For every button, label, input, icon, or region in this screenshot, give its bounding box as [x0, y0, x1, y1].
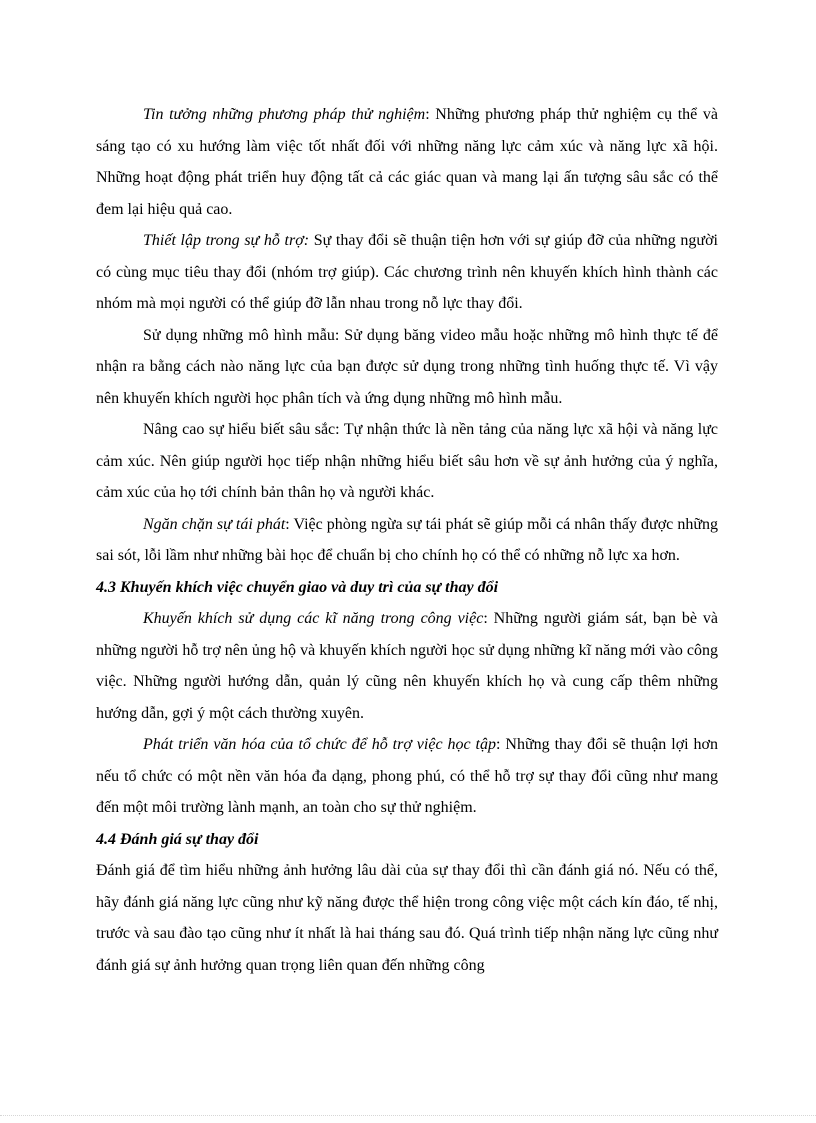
paragraph-text: Sử dụng những mô hình mẫu: Sử dụng băng video mẫu hoặc những mô hình thực tế để nhận ra bằng cách nào năng lực của bạn được sử dụng trong những tình huống thực tế. Vì vậy nên khuyến khích người học phân tích và ứng dụng những mô hình mẫu. [96, 326, 718, 407]
paragraph-text: Đánh giá để tìm hiểu những ảnh hưởng lâu dài của sự thay đổi thì cần đánh giá nó. Nếu có thể, hãy đánh giá năng lực cũng như kỹ năng được thể hiện trong công việc một cách kín đáo, tế nhị, trước và sau đào tạo cũng như ít nhất là hai tháng sau đó. Quá trình tiếp nhận năng lực cũng như đánh giá sự ảnh hưởng quan trọng liên quan đến những công [96, 862, 718, 974]
paragraph-text: : Những người giám sát, bạn bè và những người hỗ trợ nên ủng hộ và khuyến khích người học sử dụng những kĩ năng mới vào công việc. Những người hướng dẫn, quản lý cũng nên khuyến khích họ và cung cấp thêm những hướng dẫn, gợi ý một cách thường xuyên. [96, 610, 718, 722]
paragraph-text: : Những phương pháp thử nghiệm cụ thể và sáng tạo có xu hướng làm việc tốt nhất đối với những năng lực cảm xúc và năng lực xã hội. Những hoạt động phát triển huy động tất cả các giác quan và mang lại ấn tượng sâu sắc có thể đem lại hiệu quả cao. [96, 106, 719, 218]
paragraph-support-setting [96, 225, 718, 320]
paragraph-lead: Phát triển văn hóa của tổ chức để hỗ trợ việc học tập [143, 736, 497, 753]
section-heading-4-4: 4.4 Đánh giá sự thay đổi [96, 830, 259, 848]
section-heading-4-3: 4.3 Khuyến khích việc chuyển giao và duy trì của sự thay đổi [96, 578, 499, 596]
document-body [96, 99, 718, 981]
paragraph-evaluation [96, 855, 718, 981]
paragraph-lead: Tin tưởng những phương pháp thử nghiệm [143, 106, 426, 123]
paragraph-relapse-prevention [96, 509, 718, 572]
paragraph-experimental-methods [96, 99, 718, 225]
paragraph-text: Sự thay đổi sẽ thuận tiện hơn với sự giúp đỡ của những người có cùng mục tiêu thay đổi (nhóm trợ giúp). Các chương trình nên khuyến khích hình thành các nhóm mà mọi người có thể giúp đỡ lẫn nhau trong nỗ lực thay đổi. [96, 232, 718, 312]
page-bottom-rule [0, 1115, 816, 1116]
paragraph-lead: Thiết lập trong sự hỗ trợ: [143, 232, 310, 249]
paragraph-model-usage [96, 320, 718, 415]
paragraph-organizational-culture [96, 729, 718, 824]
paragraph-skill-encouragement [96, 603, 718, 729]
paragraph-text: Nâng cao sự hiểu biết sâu sắc: Tự nhận thức là nền tảng của năng lực xã hội và năng lực cảm xúc. Nên giúp người học tiếp nhận những hiểu biết sâu hơn về sự ảnh hưởng của ý nghĩa, cảm xúc của họ tới chính bản thân họ và người khác. [96, 421, 718, 501]
paragraph-text: : Những thay đổi sẽ thuận lợi hơn nếu tổ chức có một nền văn hóa đa dạng, phong phú, có thể hỗ trợ sự thay đổi cũng như mang đến một môi trường lành mạnh, an toàn cho sự thử nghiệm. [96, 736, 719, 816]
paragraph-lead: Ngăn chặn sự tái phát [143, 515, 286, 533]
paragraph-deep-understanding [96, 414, 718, 509]
paragraph-lead: Khuyến khích sử dụng các kĩ năng trong công việc [143, 610, 484, 627]
paragraph-text: : Việc phòng ngừa sự tái phát sẽ giúp mỗi cá nhân thấy được những sai sót, lỗi lầm như những bài học để chuẩn bị cho chính họ có thể có những nỗ lực xa hơn. [96, 515, 719, 564]
